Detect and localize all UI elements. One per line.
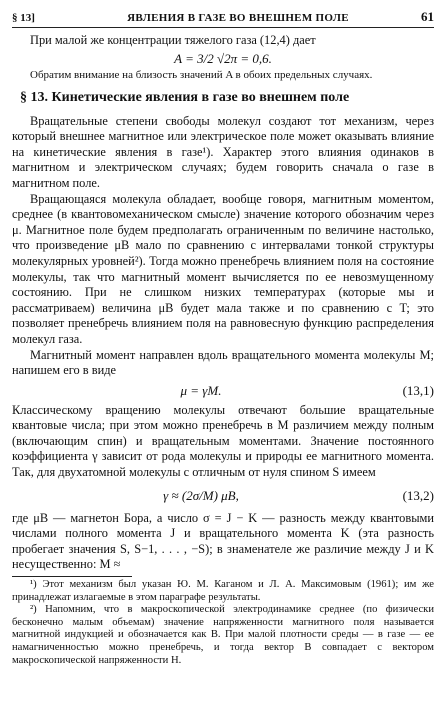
footnote-1: ¹) Этот механизм был указан Ю. М. Каганом и Л. А. Максимовым (1961); им же принадлежат излагаемые в этом параграфе результаты.: [12, 579, 434, 603]
paragraph-4: Классическому вращению молекулы отвечают большие вращательные квантовые числа; при этом можно пренебречь в M различием между полным (включающим спин) и вращательным моментами. Значение постоянного коэффициента γ зависит от рода молекулы и природы ее магнитного момента. Так, для двухатомной молекулы с отличным от нуля спином S имеем: [12, 402, 434, 480]
remark-line: Обратим внимание на близость значений A в обоих предельных случаях.: [30, 68, 373, 81]
equation-13-2-formula: γ ≈ (2σ/M) μB,: [163, 487, 239, 503]
footnote-2: ²) Напомним, что в макроскопической электродинамике среднее (по физически бесконечно малым объемам) значение напряженности магнитного поля называется магнитной индукцией и обозначается как B. При малой плотности среды — в газе — ее намагниченностью можно пренебречь, и тогда вектор B совпадает с вектором макроскопической напряженности H.: [12, 604, 434, 666]
footnotes: [12, 579, 434, 667]
header-title: ЯВЛЕНИЯ В ГАЗЕ ВО ВНЕШНЕМ ПОЛЕ: [127, 12, 349, 24]
paragraph-3: Магнитный момент направлен вдоль вращательного момента молекулы M; напишем его в виде: [12, 347, 434, 378]
formula-a: [12, 49, 434, 69]
formula-a-text: A = 3/2 √2π = 0,6.: [174, 50, 272, 66]
equation-13-1-number: (13,1): [402, 382, 434, 398]
paragraph-5: где μB — магнетон Бора, а число σ = J − K — разность между квантовыми числами полного момента J и вращательного момента K (эта разность пробегает значения S, S−1, . . . , −S); в знаменателе же различие между J и K несущественно: M ≈: [12, 510, 434, 572]
footnote-rule: [12, 576, 132, 577]
header-rule: [12, 27, 434, 28]
equation-13-1-formula: μ = γM.: [180, 382, 222, 398]
paragraph-1: Вращательные степени свободы молекул создают тот механизм, через который внешнее магнитное или электрическое поле может оказывать влияние на кинетические явления в газе¹). Характер этого влияния одинаков в магнитном и электрическом случаях; будем говорить сначала о газе в магнитном поле.: [12, 113, 434, 190]
paragraph-2: Вращающаяся молекула обладает, вообще говоря, магнитным моментом, среднее (в квантовомеханическом смысле) значение которого обозначим через μ. Магнитное поле будем предполагать ограниченным по величине настолько, что произведение μB мало по сравнению с интервалами тонкой структуры молекулярных уровней²). Тогда можно пренебречь влиянием поля на состояние молекулы, так что магнитный момент вычисляется по ее невозмущенному состоянию. При не слишком низких температурах (которые мы и рассматриваем) величина μB будет мала также и по сравнению с T; это позволяет пренебречь влиянием поля на равновесную функцию распределения молекул газа.: [12, 191, 434, 346]
intro-line: При малой же концентрации тяжелого газа (12,4) дает: [30, 33, 316, 47]
running-header: [12, 9, 434, 25]
section-title: § 13. Кинетические явления в газе во внешнем поле: [20, 89, 350, 105]
header-section-ref: § 13]: [12, 12, 35, 24]
equation-13-2: [12, 481, 434, 511]
page-number: 61: [421, 9, 434, 24]
equation-13-1: [12, 379, 434, 403]
equation-13-2-number: (13,2): [402, 487, 434, 503]
